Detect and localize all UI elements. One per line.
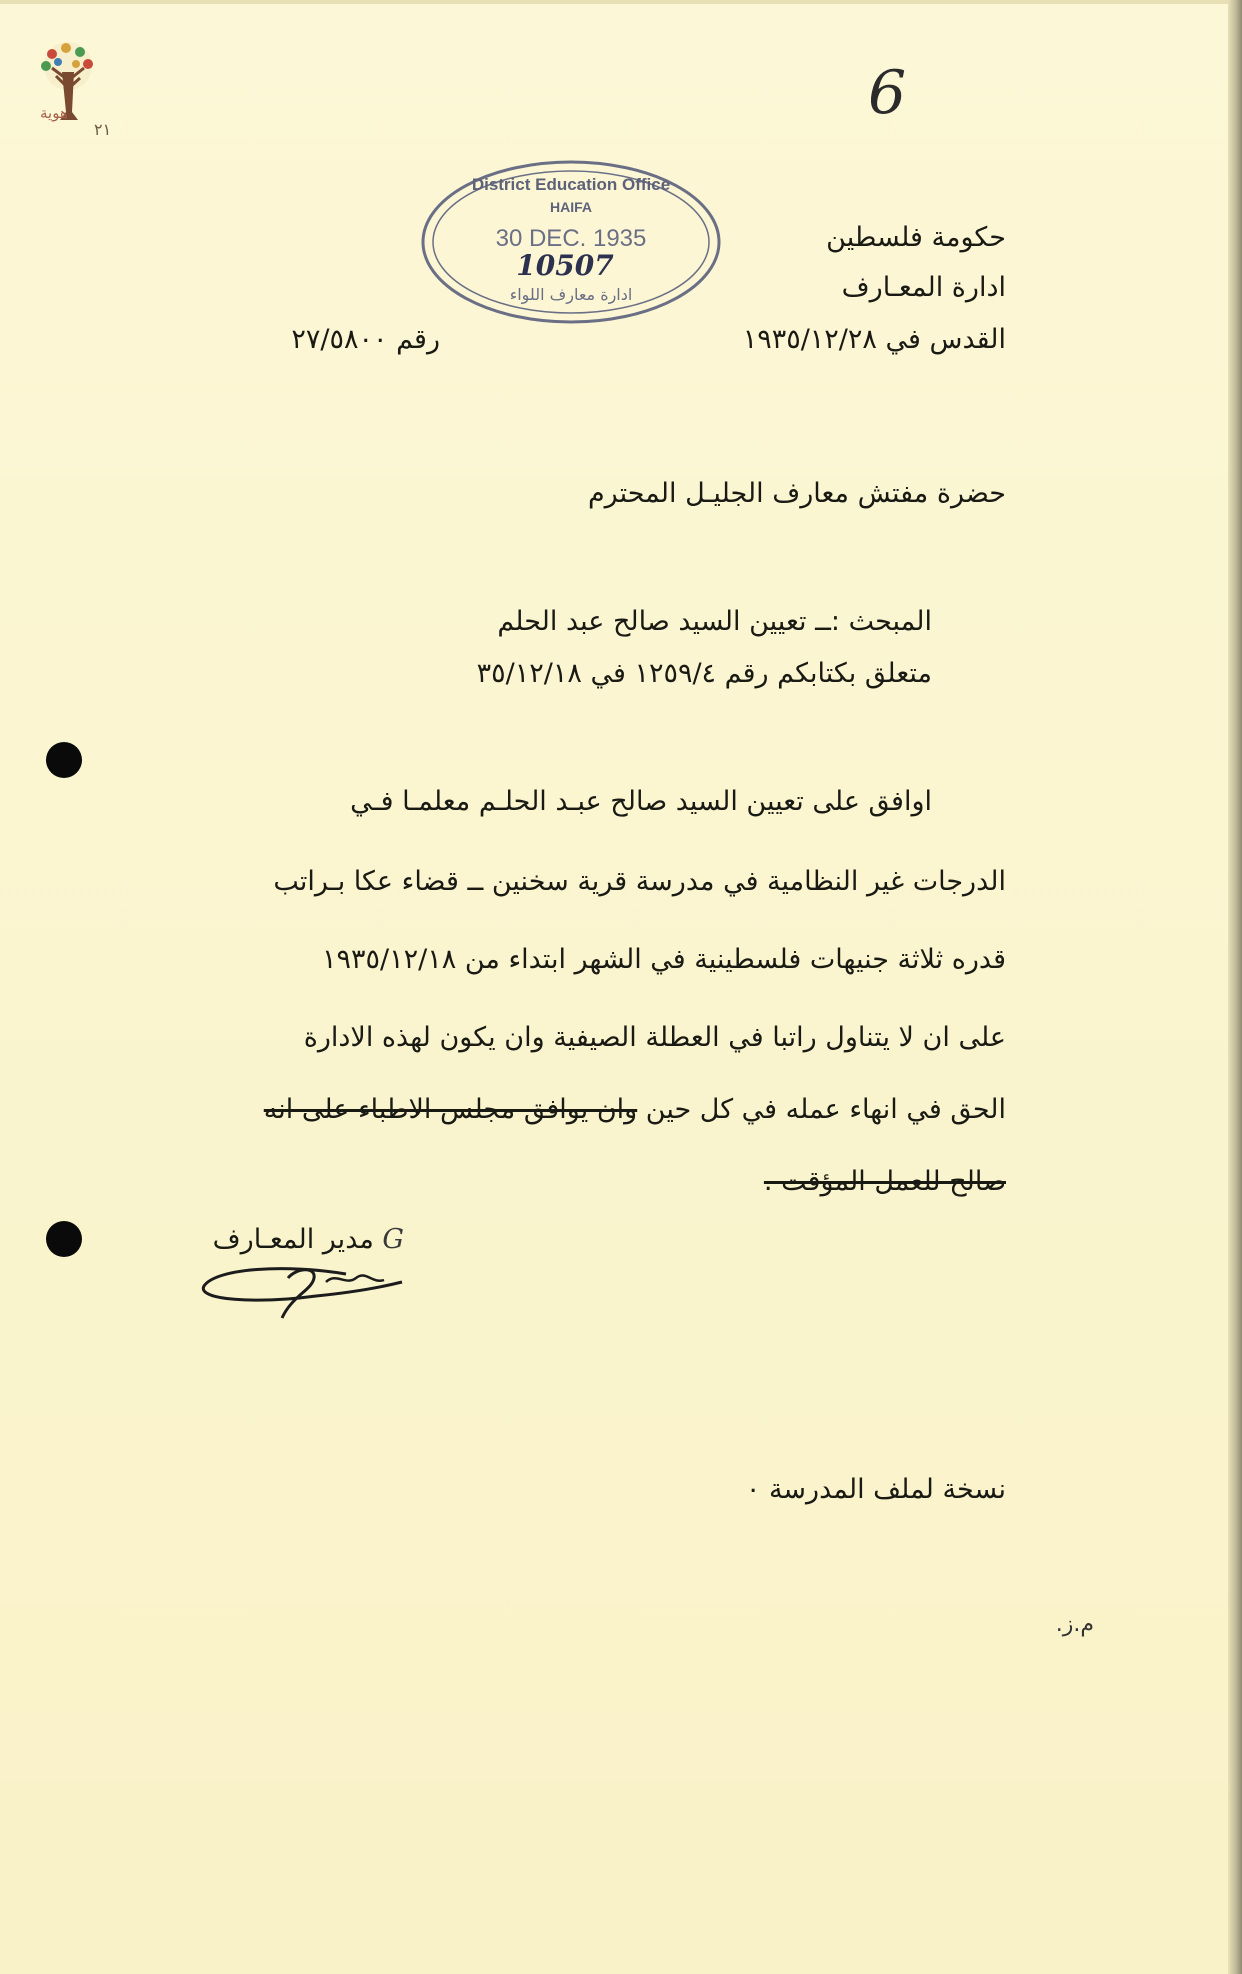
typist-initials: م.ز. <box>1055 1612 1094 1637</box>
director-title-text: مدير المعـارف <box>212 1224 374 1255</box>
body-line-4: على ان لا يتناول راتبا في العطلة الصيفية وان يكون لهذه الادارة <box>303 1022 1006 1053</box>
stamp-date: 30 DEC. 1935 <box>495 225 647 252</box>
body-line-5-struck: وان يوافق مجلس الاطباء على انه <box>263 1094 638 1125</box>
body-line-5-text: الحق في انهاء عمله في كل حين <box>645 1094 1006 1125</box>
punch-hole-top <box>46 742 82 778</box>
handwritten-signature <box>196 1256 414 1322</box>
page-number: 6 <box>868 58 907 128</box>
page-right-edge <box>1228 0 1242 1974</box>
body-line-6-struck: صالح للعمل المؤقت . <box>763 1166 1006 1197</box>
body-line-1: اوافق على تعيين السيد صالح عبـد الحلـم معلمـا فـي <box>350 786 932 817</box>
reference-line: متعلق بكتابكم رقم ١٢٥٩/٤ في ٣٥/١٢/١٨ <box>476 658 932 689</box>
page-top-edge <box>0 0 1242 4</box>
logo-number: ٢١ <box>94 120 112 139</box>
logo-caption: هوية <box>40 104 68 122</box>
director-mark: G <box>382 1224 404 1255</box>
government-name: حكومة فلسطين <box>826 222 1006 253</box>
reference-number: رقم ٢٧/٥٨٠٠ <box>291 324 440 355</box>
stamp-line1: District Education Office <box>471 175 671 194</box>
stamp-arabic: ادارة معارف اللواء <box>509 285 633 304</box>
department-name: ادارة المعـارف <box>841 272 1006 303</box>
body-line-2: الدرجات غير النظامية في مدرسة قرية سخنين ــ قضاء عكا بـراتب <box>273 866 1006 897</box>
place-date: القدس في ١٩٣٥/١٢/٢٨ <box>742 324 1006 355</box>
stamp-line2: HAIFA <box>550 199 592 215</box>
subject-line: المبحث :ــ تعيين السيد صالح عبد الحلم <box>497 606 932 637</box>
stamp-number: 10507 <box>516 249 614 282</box>
body-line-5 <box>264 1094 1006 1125</box>
education-office-stamp <box>415 150 727 330</box>
director-title <box>213 1224 404 1255</box>
body-line-3: قدره ثلاثة جنيهات فلسطينية في الشهر ابتداء من ١٩٣٥/١٢/١٨ <box>322 944 1006 975</box>
copy-note: نسخة لملف المدرسة ٠ <box>745 1474 1006 1505</box>
addressee: حضرة مفتش معارف الجليـل المحترم <box>587 478 1006 509</box>
punch-hole-bottom <box>46 1221 82 1257</box>
